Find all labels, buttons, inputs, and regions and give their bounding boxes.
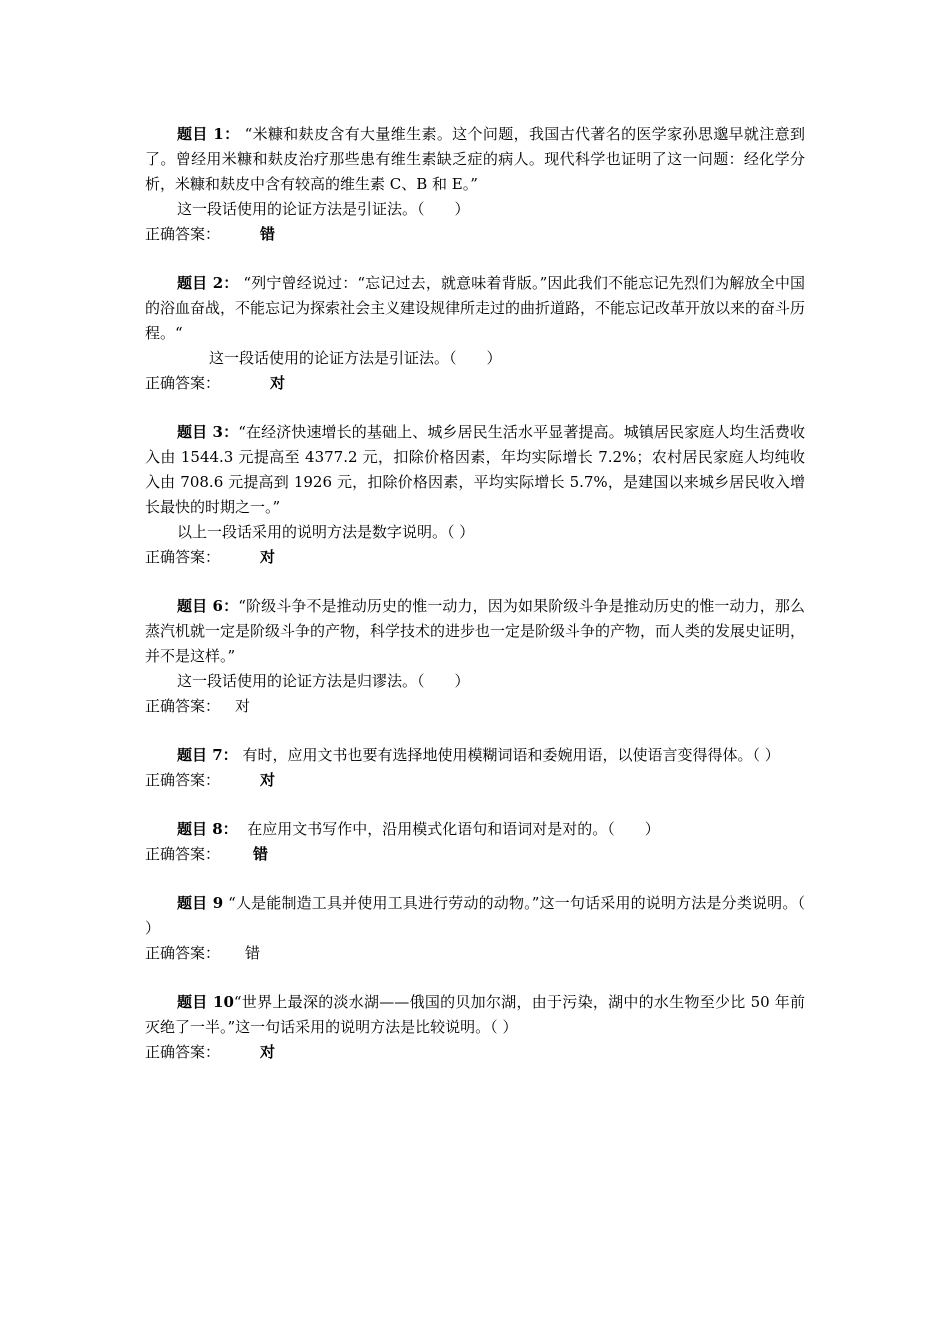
- answer-row: [145, 842, 805, 867]
- question-statement: 这一段话使用的论证方法是引证法。（ ）: [177, 200, 470, 218]
- answer-value: 对: [270, 374, 286, 392]
- question-number: 题目 9: [177, 894, 224, 912]
- question-text: [145, 420, 805, 520]
- answer-value: 对: [260, 1043, 276, 1061]
- answer-row: [145, 768, 805, 793]
- question-number: 题目 7：: [177, 746, 238, 764]
- question-number: 题目 1：: [177, 125, 240, 143]
- question-body: “列宁曾经说过：“忘记过去，就意味着背版。”因此我们不能忘记先烈们为解放全中国的浴血奋战，不能忘记为探索社会主义建设规律所走过的曲折道路，不能忘记改革开放以来的奋斗历程。“: [145, 274, 806, 342]
- question-number: 题目 2：: [177, 274, 239, 292]
- question-7: [145, 743, 805, 793]
- answer-row: [145, 545, 805, 570]
- question-2: [145, 271, 805, 396]
- answer-label: 正确答案：: [145, 771, 221, 789]
- question-text: [145, 817, 805, 842]
- question-text: [145, 891, 825, 941]
- answer-value: 错: [245, 944, 261, 962]
- question-body: “米糠和麸皮含有大量维生素。这个问题，我国古代著名的医学家孙思邈早就注意到了。曾经用米糠和麸皮治疗那些患有维生素缺乏症的病人。现代科学也证明了这一问题：经化学分析，米糠和麸皮中含有较高的维生素 C、B 和 E。”: [145, 125, 805, 193]
- answer-value: 对: [235, 697, 251, 715]
- question-statement: 这一段话使用的论证方法是引证法。（ ）: [209, 349, 502, 367]
- question-text: [145, 743, 805, 768]
- question-10: [145, 990, 805, 1065]
- answer-row: [145, 694, 805, 719]
- question-6: [145, 594, 805, 719]
- answer-label: 正确答案：: [145, 845, 221, 863]
- answer-row: [145, 941, 805, 966]
- answer-label: 正确答案：: [145, 1043, 221, 1061]
- question-1: [145, 122, 805, 247]
- question-number: 题目 8：: [177, 820, 238, 838]
- question-statement: 以上一段话采用的说明方法是数字说明。（ ）: [177, 523, 475, 541]
- question-body: “世界上最深的淡水湖——俄国的贝加尔湖，由于污染，湖中的水生物至少比 50 年前灭绝了一半。”这一句话采用的说明方法是比较说明。（ ）: [145, 993, 805, 1036]
- question-8: [145, 817, 805, 867]
- answer-label: 正确答案：: [145, 548, 221, 566]
- answer-row: [145, 222, 805, 247]
- question-text: [145, 594, 805, 669]
- answer-value: 错: [253, 845, 269, 863]
- question-text: [145, 990, 805, 1040]
- question-body: 在应用文书写作中，沿用模式化语句和语词对是对的。（ ）: [247, 820, 660, 838]
- question-body: “阶级斗争不是推动历史的惟一动力，因为如果阶级斗争是推动历史的惟一动力，那么蒸汽机就一定是阶级斗争的产物，科学技术的进步也一定是阶级斗争的产物，而人类的发展史证明，并不是这样。”: [145, 597, 806, 665]
- question-number: 题目 6：: [177, 597, 239, 615]
- answer-row: [145, 1040, 805, 1065]
- question-body: “在经济快速增长的基础上、城乡居民生活水平显著提高。城镇居民家庭人均生活费收入由 1544.3 元提高至 4377.2 元，扣除价格因素，年均实际增长 7.2%；农村居民家庭人均纯收入由 708.6 元提高到 1926 元，扣除价格因素，平均实际增长 5.7%，是建国以来城乡居民收入增长最快的时期之一。”: [145, 423, 805, 516]
- question-3: [145, 420, 805, 570]
- answer-label: 正确答案：: [145, 374, 221, 392]
- question-number: 题目 10: [177, 993, 234, 1011]
- answer-label: 正确答案：: [145, 944, 221, 962]
- question-body: 有时，应用文书也要有选择地使用模糊词语和委婉用语，以使语言变得得体。（ ）: [242, 746, 780, 764]
- question-body: “人是能制造工具并使用工具进行劳动的动物。”这一句话采用的说明方法是分类说明。（ ）: [145, 894, 825, 937]
- answer-value: 错: [260, 225, 276, 243]
- answer-value: 对: [260, 771, 276, 789]
- answer-value: 对: [260, 548, 276, 566]
- answer-label: 正确答案：: [145, 697, 221, 715]
- question-text: [145, 271, 805, 346]
- answer-row: [145, 371, 805, 396]
- question-statement: 这一段话使用的论证方法是归谬法。（ ）: [177, 672, 470, 690]
- document-page: [145, 122, 825, 1087]
- question-number: 题目 3：: [177, 423, 239, 441]
- question-9: [145, 891, 825, 966]
- answer-label: 正确答案：: [145, 225, 221, 243]
- question-text: [145, 122, 805, 197]
